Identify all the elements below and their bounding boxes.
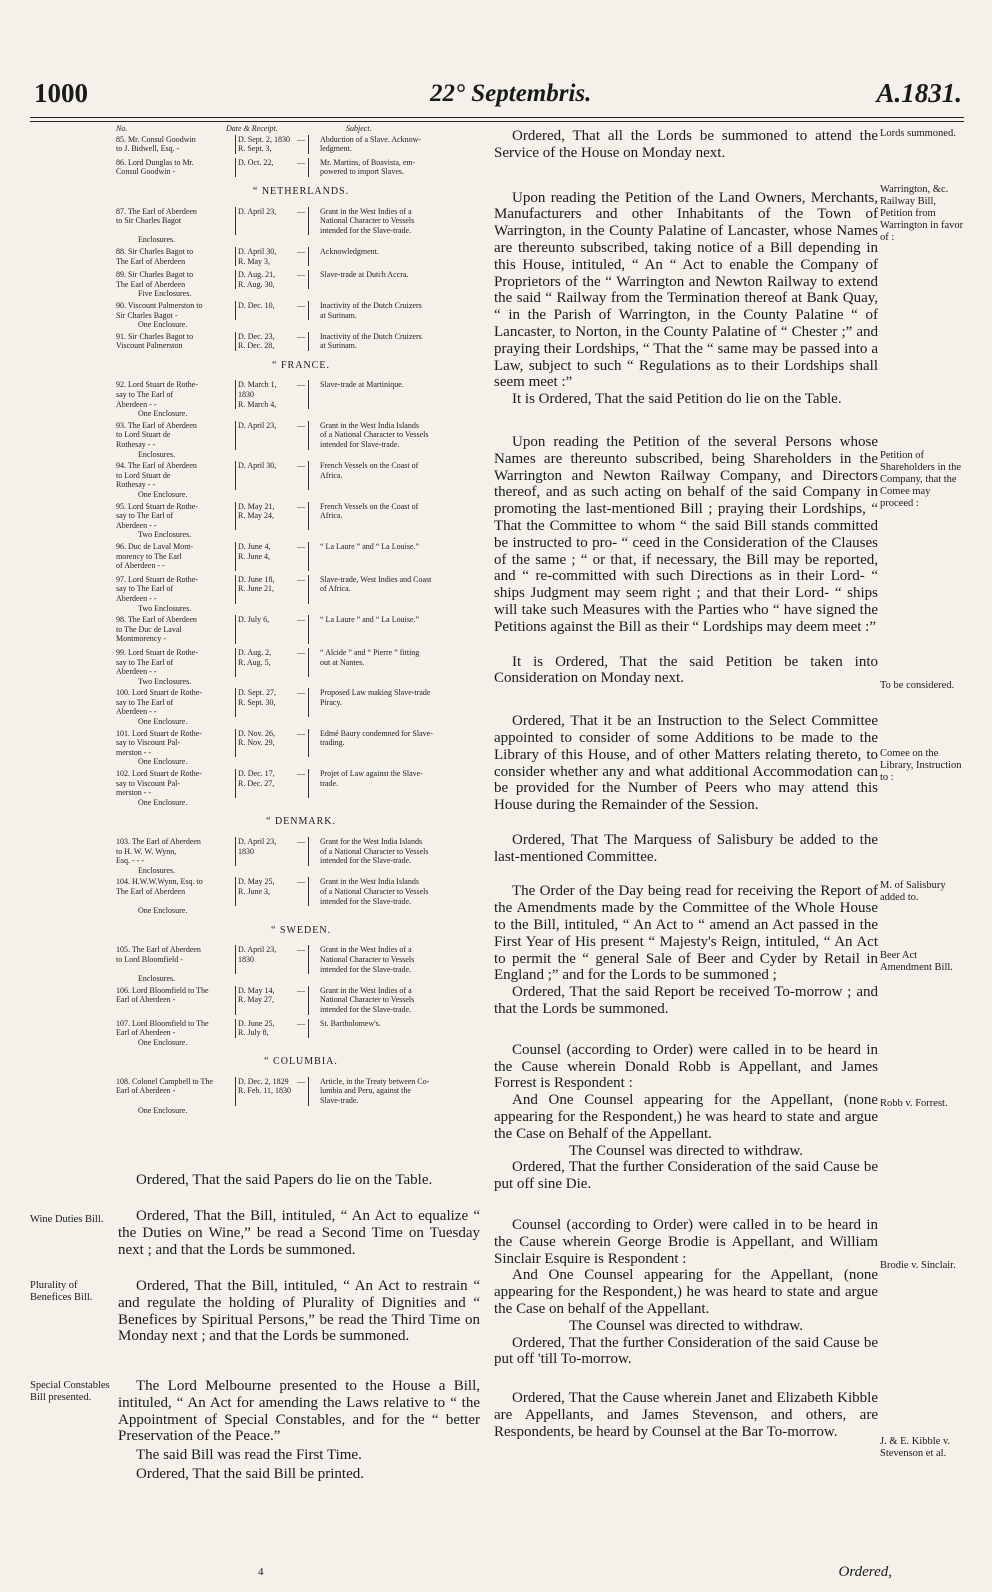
entry-brace	[226, 542, 236, 571]
brodie-withdraw: The Counsel was directed to withdraw.	[569, 1317, 803, 1334]
entry-enclosure: Enclosures.	[138, 974, 176, 984]
register-entry	[116, 615, 486, 644]
register-section-title: “ SWEDEN.	[270, 924, 332, 936]
entry-parties: 106. Lord Bloomfield to The Earl of Aberdeen -	[116, 985, 209, 1005]
entry-subject: “ La Laure ” and “ La Louise.”	[320, 615, 420, 625]
slave-trade-register	[116, 124, 486, 1117]
entry-enclosure: Enclosures.	[138, 449, 176, 459]
register-entry	[116, 135, 486, 154]
entry-dates: D. April 23,	[238, 420, 277, 430]
entry-dash: —	[297, 877, 305, 887]
kibble-block	[494, 1390, 878, 1440]
column-head-no: No.	[116, 124, 128, 133]
entry-enclosure: One Enclosure.	[138, 1037, 188, 1047]
entry-subject-brace	[308, 461, 320, 490]
register-entry	[116, 502, 486, 531]
entry-dates: D. June 4, R. June 4,	[238, 541, 271, 561]
entry-dates: D. Dec. 2, 1829 R. Feb. 11, 1830	[238, 1076, 292, 1096]
register-entry	[116, 380, 486, 409]
entry-dash: —	[297, 246, 305, 256]
catchword: Ordered,	[838, 1564, 892, 1580]
entry-dash: —	[297, 945, 305, 955]
register-body	[116, 135, 486, 1116]
lords-summoned-block	[494, 128, 878, 162]
margin-note-brodie: Brodie v. Sinclair.	[880, 1260, 956, 1271]
entry-dates: D. Aug. 21, R. Aug. 30,	[238, 270, 276, 289]
wine-duties-text: Ordered, That the Bill, intituled, “ An Act to equalize “ the Duties on Wine,” be read a Second Time on Tuesday next ; and that the Lords be summoned.	[118, 1208, 480, 1258]
entry-dash: —	[297, 270, 305, 280]
entry-parties: 107. Lord Bloomfield to The Earl of Aberdeen -	[116, 1018, 209, 1038]
register-entry	[116, 542, 486, 571]
robb-text: Counsel (according to Order) were called in to be heard in the Cause wherein Donald Robb is Appellant, and James Forrest is Respondent :	[494, 1041, 878, 1092]
entry-subject-brace	[308, 648, 320, 677]
entry-dates: D. Aug. 2, R. Aug. 5,	[238, 647, 272, 667]
entry-brace	[226, 945, 236, 974]
entry-brace	[226, 837, 236, 866]
plurality-text: Ordered, That the Bill, intituled, “ An Act to restrain “ and regulate the holding of Plurality of Dignities and “ Benefices by Spiritual Persons,” be read the Third Time on Monday next ; and that the Lords be summoned.	[118, 1278, 480, 1345]
margin-note-shareholders: Petition of Shareholders in the Company, that the Comee may proceed :	[880, 450, 962, 509]
entry-subject-brace	[308, 877, 320, 906]
entry-dash: —	[297, 647, 305, 657]
register-section-title: “ FRANCE.	[272, 359, 330, 371]
entry-brace	[226, 207, 236, 236]
entry-dash: —	[297, 300, 305, 310]
entry-brace	[226, 301, 236, 320]
margin-note-kibble: J. & E. Kibble v. Stevenson et al.	[880, 1436, 951, 1459]
brodie-block	[494, 1217, 878, 1368]
constables-printed: Ordered, That the said Bill be printed.	[136, 1465, 364, 1482]
kibble-text: Ordered, That the Cause wherein Janet and Elizabeth Kibble are Appellants, and James Stevenson, and others, are Respondents, be heard by Counsel at the Bar To-morrow.	[494, 1390, 878, 1440]
entry-brace	[226, 135, 236, 154]
entry-dash: —	[297, 420, 305, 430]
entry-brace	[226, 270, 236, 289]
margin-note-salisbury: M. of Salisbury added to.	[880, 880, 946, 903]
entry-brace	[226, 332, 236, 351]
library-text: Ordered, That it be an Instruction to the Select Committee appointed to consider of some Additions to be made to the Library of this House, and of other Matters relating thereto, to consider whether any and what additional Accommodation can be provided for the Number of Peers who may attend this House during the Remainder of the Session.	[494, 713, 878, 814]
entry-dates: D. May 21, R. May 24,	[238, 501, 275, 521]
entry-dash: —	[297, 1076, 305, 1086]
entry-subject: “ La Laure ” and “ La Louise.”	[320, 541, 420, 551]
entry-parties: 104. H.W.W.Wynn, Esq. to The Earl of Aberdeen	[116, 877, 203, 896]
register-entry	[116, 729, 486, 758]
entry-brace	[226, 1077, 236, 1106]
register-entry	[116, 945, 486, 974]
entry-brace	[226, 421, 236, 450]
entry-dates: D. April 23, 1830	[238, 945, 277, 964]
register-entry	[116, 301, 486, 320]
entry-dash: —	[297, 380, 305, 390]
register-entry	[116, 575, 486, 604]
entry-enclosure: One Enclosure.	[138, 797, 188, 807]
register-entry	[116, 986, 486, 1015]
entry-dates: D. Sept. 27, R. Sept. 30,	[238, 688, 276, 707]
entry-dash: —	[297, 985, 305, 995]
entry-subject-brace	[308, 986, 320, 1015]
entry-dates: D. Dec. 23, R. Dec. 28,	[238, 331, 275, 351]
margin-note-lords: Lords summoned.	[880, 128, 956, 139]
warrington-petition-text: Upon reading the Petition of the Land Owners, Merchants, Manufacturers and other Inhabitants of the Town of Warrington, in the County Palatine of Lancaster, whose Names are thereunto subscribed, taking notice of a Bill depending in this House, intituled, “ An “ Act to enable the Company of Proprietors of the “ Warrington and Newton Railway to extend the said “ Railway from the Termination thereof at Bank Quay, “ in the Parish of Warrington, in the County Palatine “ of Lancaster, to Norton, in the County Palatine of “ Chester ;” and praying their Lordships, “ That the “ same may be passed into a Law, subject to such “ Regulations as to their Lordships shall seem meet :”	[494, 189, 878, 391]
entry-subject-brace	[308, 207, 320, 236]
entry-dates: D. May 25, R. June 3,	[238, 877, 275, 896]
warrington-petition-block	[494, 190, 878, 408]
entry-subject: Inactivity of the Dutch Cruizers at Surinam.	[320, 300, 422, 320]
entry-dash: —	[297, 157, 305, 167]
constables-text: The Lord Melbourne presented to the House a Bill, intituled, “ An Act for amending the Laws relative to “ the Appointment of Special Constables, and for the “ better Preservation of the Peace.”	[118, 1378, 480, 1445]
entry-subject: Grant in the West India Islands of a National Character to Vessels intended for the Slave-trade.	[320, 877, 429, 906]
entry-subject-brace	[308, 575, 320, 604]
entry-subject-brace	[308, 158, 320, 177]
entry-enclosure: One Enclosure.	[138, 717, 188, 727]
entry-parties: 105. The Earl of Aberdeen to Lord Bloomfield -	[116, 945, 201, 964]
entry-dash: —	[297, 769, 305, 779]
entry-brace	[226, 877, 236, 906]
entry-enclosure: One Enclosure.	[138, 1105, 188, 1115]
shareholders-petition-text: Upon reading the Petition of the several Persons whose Names are thereunto subscribed, being Shareholders in the Warrington and Newton Railway Company, and Directors thereof, and as such acting on behalf of the said Company in promoting the last-mentioned Bill ; praying their Lordships, “ That the Committee to whom “ the said Bill stands committed be instructed to pro- “ ceed in the Consideration of the Clauses of the same ; “ or that, if necessary, the Bill may be reported, and “ re-committed with such Directions as in their Lord- “ ships Judgment may seem right ; and that their Lord- “ ships will take such Measures with the Parties who “ have signed the Petitions against the Bill as their “ Lordships may deem meet :”	[494, 433, 878, 635]
lords-summoned-text: Ordered, That all the Lords be summoned to attend the Service of the House on Monday next.	[494, 128, 878, 161]
entry-subject-brace	[308, 729, 320, 758]
brodie-order: Ordered, That the further Consideration of the said Cause be put off 'till To-morrow.	[494, 1334, 878, 1368]
entry-subject: French Vessels on the Coast of Africa.	[320, 501, 419, 521]
entry-subject-brace	[308, 502, 320, 531]
entry-dash: —	[297, 134, 305, 144]
entry-subject: Projet of Law against the Slave- trade.	[320, 769, 423, 788]
papers-order-text: Ordered, That the said Papers do lie on the Table.	[136, 1172, 433, 1188]
register-entry	[116, 421, 486, 450]
register-entry	[116, 158, 486, 177]
entry-brace	[226, 247, 236, 266]
beer-act-text: The Order of the Day being read for receiving the Report of the Amendments made by the Committee of the Whole House to the Bill, intituled, “ An Act to “ amend an Act passed in the First Year of His present “ Majesty's Reign, intituled, “ An Act to permit the “ general Sale of Beer and Cyder by Retail in England ;” and for the Lords to be summoned ;	[494, 883, 878, 984]
entry-dash: —	[297, 1018, 305, 1028]
entry-subject: Slave-trade, West Indies and Coast of Africa.	[320, 574, 432, 594]
entry-enclosure: One Enclosure.	[138, 490, 188, 499]
salisbury-block	[494, 832, 878, 866]
considered-block	[494, 654, 878, 688]
entry-dates: D. May 14, R. May 27,	[238, 985, 275, 1005]
entry-brace	[226, 615, 236, 644]
wine-duties-order	[118, 1208, 480, 1260]
entry-subject: Slave-trade at Dutch Accra.	[320, 270, 409, 280]
entry-parties: 85. Mr. Consul Goodwin to J. Bidwell, Esq. -	[116, 134, 196, 154]
entry-enclosure: One Enclosure.	[138, 757, 188, 767]
entry-subject-brace	[308, 421, 320, 450]
entry-subject: St. Bartholomew's.	[320, 1018, 381, 1028]
entry-brace	[226, 380, 236, 409]
entry-dates: D. June 18, R. June 21,	[238, 574, 275, 594]
entry-enclosure: Five Enclosures.	[138, 289, 192, 299]
entry-dash: —	[297, 461, 305, 471]
entry-dash: —	[297, 541, 305, 551]
entry-parties: 99. Lord Stuart de Rothe- say to The Earl of Aberdeen - -	[116, 647, 198, 677]
entry-subject-brace	[308, 301, 320, 320]
entry-brace	[226, 502, 236, 531]
entry-brace	[226, 575, 236, 604]
register-entry	[116, 247, 486, 266]
entry-subject: Inactivity of the Dutch Cruizers at Surinam.	[320, 331, 422, 351]
entry-parties: 108. Colonel Campbell to The Earl of Aberdeen -	[116, 1076, 213, 1096]
entry-subject-brace	[308, 270, 320, 289]
entry-dates: D. April 23,	[238, 206, 277, 216]
constables-bill	[118, 1378, 480, 1485]
signature-mark: 4	[258, 1566, 264, 1578]
entry-enclosure: One Enclosure.	[138, 320, 188, 330]
entry-brace	[226, 688, 236, 717]
entry-dash: —	[297, 837, 305, 846]
beer-act-order: Ordered, That the said Report be received To-morrow ; and that the Lords be summoned.	[494, 984, 878, 1018]
margin-note-robb: Robb v. Forrest.	[880, 1098, 948, 1109]
salisbury-text: Ordered, That The Marquess of Salisbury be added to the last-mentioned Committee.	[494, 831, 878, 865]
entry-dates: D. June 25, R. July 8,	[238, 1018, 275, 1038]
entry-subject-brace	[308, 1019, 320, 1038]
register-entry	[116, 1019, 486, 1038]
register-section-title: “ NETHERLANDS.	[252, 185, 350, 197]
entry-enclosure: Enclosures.	[138, 865, 176, 875]
entry-subject: Acknowledgment.	[320, 246, 379, 256]
page-year: A.1831.	[876, 78, 962, 108]
entry-subject: Slave-trade at Martinique.	[320, 380, 404, 390]
entry-brace	[226, 769, 236, 798]
entry-brace	[226, 461, 236, 490]
entry-parties: 91. Sir Charles Bagot to Viscount Palmerston	[116, 331, 194, 351]
entry-subject: Grant for the West India Islands of a National Character to Vessels intended for the Slave-trade.	[320, 837, 429, 866]
entry-dates: D. Dec. 10,	[238, 300, 275, 310]
entry-dates: D. July 6,	[238, 615, 270, 625]
register-entry	[116, 688, 486, 717]
entry-parties: 94. The Earl of Aberdeen to Lord Stuart de Rothesay - -	[116, 461, 197, 490]
entry-dash: —	[297, 688, 305, 698]
entry-parties: 100. Lord Stuart de Rothe- say to The Earl of Aberdeen - -	[116, 688, 202, 717]
entry-brace	[226, 986, 236, 1015]
beer-act-block	[494, 883, 878, 1017]
constables-first-reading: The said Bill was read the First Time.	[136, 1447, 362, 1464]
entry-parties: 103. The Earl of Aberdeen to H. W. W. Wynn, Esq. - - -	[116, 837, 201, 866]
entry-subject-brace	[308, 1077, 320, 1106]
entry-dash: —	[297, 574, 305, 584]
entry-parties: 87. The Earl of Aberdeen to Sir Charles Bagot	[116, 206, 197, 226]
entry-subject: Abduction of a Slave. Acknow- ledgment.	[320, 134, 422, 154]
brodie-text: Counsel (according to Order) were called in to be heard in the Cause wherein George Brodie is Appellant, and William Sinclair Esquire is Respondent :	[494, 1217, 878, 1267]
entry-dash: —	[297, 206, 305, 216]
page-number: 1000	[34, 78, 88, 108]
shareholders-petition-block	[494, 434, 878, 636]
entry-subject: Grant in the West Indies of a National Character to Vessels intended for the Slave-trade.	[320, 206, 415, 235]
register-section-title: “ COLUMBIA.	[264, 1056, 338, 1068]
entry-dates: D. April 23, 1830	[238, 837, 277, 856]
entry-subject: Edmé Baury condemned for Slave- trading.	[320, 728, 433, 748]
entry-dates: D. Oct. 22,	[238, 157, 274, 167]
entry-subject: French Vessels on the Coast of Africa.	[320, 461, 419, 480]
entry-brace	[226, 729, 236, 758]
entry-dates: D. Nov. 26, R. Nov. 29,	[238, 728, 276, 748]
entry-enclosure: Two Enclosures.	[138, 603, 192, 613]
entry-brace	[226, 648, 236, 677]
column-head-date: Date & Receipt.	[226, 124, 278, 133]
register-entry	[116, 648, 486, 677]
entry-parties: 96. Duc de Laval Mont- morency to The Earl of Aberdeen - -	[116, 541, 194, 571]
entry-dates: D. March 1, 1830 R. March 4,	[238, 380, 277, 409]
entry-subject-brace	[308, 380, 320, 409]
entry-parties: 93. The Earl of Aberdeen to Lord Stuart de Rothesay - -	[116, 420, 197, 450]
entry-parties: 90. Viscount Palmerston to Sir Charles Bagot -	[116, 300, 203, 320]
margin-note-warrington: Warrington, &c. Railway Bill, Petition from Warrington in favor of :	[880, 184, 964, 243]
register-entry	[116, 270, 486, 289]
entry-parties: 86. Lord Dunglas to Mr. Consul Goodwin -	[116, 157, 194, 177]
entry-subject-brace	[308, 769, 320, 798]
robb-withdraw: The Counsel was directed to withdraw.	[569, 1142, 803, 1159]
entry-parties: 95. Lord Stuart de Rothe- say to The Earl of Aberdeen - -	[116, 501, 198, 530]
entry-subject: Article, in the Treaty between Co- lumbia and Peru, against the Slave-trade.	[320, 1076, 430, 1106]
entry-subject-brace	[308, 135, 320, 154]
entry-enclosure: Two Enclosures.	[138, 676, 192, 686]
entry-subject: Grant in the West Indies of a National Character to Vessels intended for the Slave-trade.	[320, 985, 415, 1014]
register-entry	[116, 837, 486, 866]
margin-note-library: Comee on the Library, Instruction to :	[880, 748, 962, 783]
entry-parties: 88. Sir Charles Bagot to The Earl of Aberdeen	[116, 246, 194, 266]
considered-text: It is Ordered, That the said Petition be taken into Consideration on Monday next.	[494, 653, 878, 687]
margin-note-plurality: Plurality of Benefices Bill.	[30, 1280, 93, 1303]
entry-dash: —	[297, 501, 305, 511]
warrington-petition-order: It is Ordered, That the said Petition do lie on the Table.	[512, 391, 842, 408]
entry-enclosure: One Enclosure.	[138, 906, 188, 916]
entry-subject: “ Alcide ” and “ Pierre ” fitting out at Nantes.	[320, 647, 420, 667]
register-entry	[116, 877, 486, 906]
margin-note-constables: Special Constables Bill presented.	[30, 1380, 110, 1403]
entry-dash: —	[297, 331, 305, 341]
brodie-counsel: And One Counsel appearing for the Appellant, (none appearing for the Respondent,) he was heard to state and argue the Case on behalf of the Appellant.	[494, 1267, 878, 1318]
entry-subject-brace	[308, 688, 320, 717]
entry-subject: Proposed Law making Slave-trade Piracy.	[320, 688, 431, 707]
entry-dates: D. April 30, R. May 3,	[238, 246, 277, 266]
right-column	[494, 128, 878, 1459]
library-block	[494, 713, 878, 814]
entry-subject: Grant in the West India Islands of a National Character to Vessels intended for Slave-trade.	[320, 420, 429, 450]
entry-subject-brace	[308, 615, 320, 644]
register-entry	[116, 1077, 486, 1106]
entry-subject: Mr. Martins, of Boavista, em- powered to import Slaves.	[320, 157, 416, 177]
page-date: 22° Septembris.	[430, 80, 592, 107]
register-column-heads	[116, 124, 486, 134]
entry-parties: 97. Lord Stuart de Rothe- say to The Earl of Aberdeen - -	[116, 574, 198, 603]
register-entry	[116, 461, 486, 490]
entry-subject-brace	[308, 247, 320, 266]
entry-parties: 102. Lord Stuart de Rothe- say to Viscount Pal- merston - -	[116, 769, 202, 798]
entry-dash: —	[297, 615, 305, 625]
plurality-order	[118, 1278, 480, 1347]
register-entry	[116, 332, 486, 351]
entry-dash: —	[297, 728, 305, 738]
entry-parties: 92. Lord Stuart de Rothe- say to The Earl of Aberdeen - -	[116, 380, 198, 409]
entry-parties: 101. Lord Stuart de Rothe- say to Viscount Pal- merston - -	[116, 728, 202, 757]
papers-order	[118, 1172, 480, 1191]
entry-subject-brace	[308, 332, 320, 351]
entry-subject: Grant in the West Indies of a National Character to Vessels intended for the Slave-trade.	[320, 945, 415, 974]
header-rule	[30, 117, 964, 122]
entry-parties: 98. The Earl of Aberdeen to The Duc de Laval Montmorency -	[116, 615, 197, 644]
entry-dates: D. Sept. 2, 1830 R. Sept. 3,	[238, 134, 290, 154]
robb-counsel: And One Counsel appearing for the Appellant, (none appearing for the Respondent,) he was heard to state and argue the Case on Behalf of the Appellant.	[494, 1092, 878, 1142]
entry-enclosure: Two Enclosures.	[138, 530, 192, 540]
column-head-subject: Subject.	[346, 124, 372, 133]
entry-subject-brace	[308, 837, 320, 866]
entry-enclosure: Enclosures.	[138, 235, 176, 245]
margin-note-wine: Wine Duties Bill.	[30, 1214, 104, 1225]
register-section-title: “ DENMARK.	[266, 816, 336, 828]
margin-note-beer: Beer Act Amendment Bill.	[880, 950, 953, 973]
robb-block	[494, 1042, 878, 1193]
entry-brace	[226, 158, 236, 177]
entry-dates: D. April 30,	[238, 461, 277, 471]
entry-subject-brace	[308, 542, 320, 571]
entry-subject-brace	[308, 945, 320, 974]
entry-parties: 89. Sir Charles Bagot to The Earl of Aberdeen	[116, 270, 194, 289]
robb-order: Ordered, That the further Consideration of the said Cause be put off sine Die.	[494, 1159, 878, 1193]
register-entry	[116, 207, 486, 236]
entry-dates: D. Dec. 17, R. Dec. 27,	[238, 769, 275, 788]
margin-note-considered: To be considered.	[880, 680, 955, 691]
entry-brace	[226, 1019, 236, 1038]
register-entry	[116, 769, 486, 798]
entry-enclosure: One Enclosure.	[138, 409, 188, 419]
